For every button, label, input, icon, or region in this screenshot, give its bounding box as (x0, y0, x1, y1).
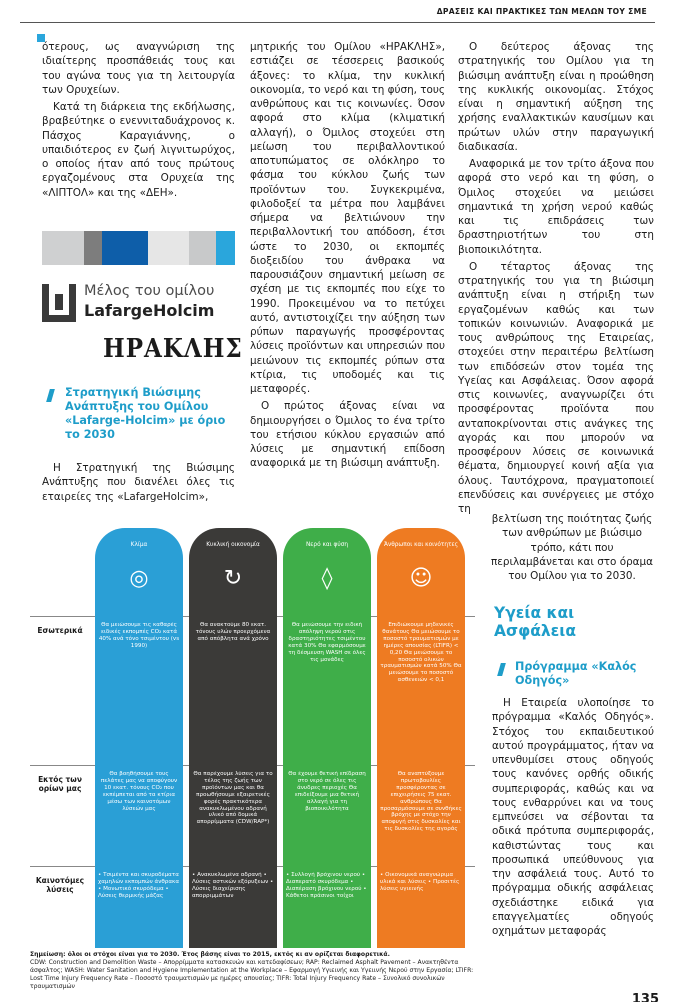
paragraph: Ο τέταρτος άξονας της στρατηγικής του για τη βιώσιμη ανάπτυξη είναι η στήριξη των εργαζομένων καθώς και των τοπικών κοινωνιών. Αναφορικά με τους ανθρώπους της Εταιρείας, στοχεύει στην περαιτέρω βελτίωση των επιδόσεών στον τομέα της Υγείας και Ασφάλειας. Όσον αφορά στις κοινωνίες, αναγνωρίζει ότι προσφέροντας προϊόντα που ανταποκρίνονται στις ανάγκες της αγοράς και που μπορούν να προσφέρουν λύσεις σε κοινωνικά θέματα, δημιουργεί κοινή αξία για όλους. Ταυτόχρονα, πραγματοποιεί επενδύσεις και συνέργειες με στόχο τη (458, 260, 654, 515)
logo-brand-name: LafargeHolcim (84, 301, 215, 320)
column-2-text (250, 40, 445, 471)
footnote-line: Σημείωση: όλοι οι στόχοι είναι για το 2030. Έτος βάσης είναι το 2015, εκτός κι αν ορίζεται διαφορετικά. (30, 951, 390, 958)
paragraph: Ο δεύτερος άξονας της στρατηγικής του Ομίλου για τη βιώσιμη ανάπτυξη είναι η προώθηση της κυκλικής οικονομίας. Στόχος είναι η σημαντική αύξηση της χρήσης εναλλακτικών καυσίμων και πρώτων υλών στην παραγωγική διαδικασία. (458, 41, 654, 153)
logo-tagline: Μέλος του ομίλου (84, 283, 215, 299)
paragraph: ότερους, ως αναγνώριση της ιδιαίτερης προσπάθειάς τους και του αγώνα τους για τη λειτουργία των Ορυχείων. (42, 41, 235, 96)
pillar-cell: Θα ανακτούμε 80 εκατ. τόνους υλών προερχόμενα από απόβλητα ανά χρόνο (195, 622, 271, 642)
pillar-water-nature (283, 528, 371, 948)
pillar-title: Άνθρωποι και κοινότητες (383, 542, 459, 548)
subsection-title: Πρόγραμμα «Καλός Οδηγός» (515, 660, 637, 687)
column-1-text (42, 40, 235, 200)
lafargeholcim-logo-icon (42, 284, 76, 322)
pillar-cell: Θα έχουμε θετική επίδραση στο νερό σε όλες τις άνυδρες περιοχές Θα επιδείξουμε μια θετική αλλαγή για τη βιοποικιλότητα (288, 771, 366, 812)
color-bar-strip (42, 231, 235, 265)
people-icon: ☺ (409, 566, 433, 591)
company-wordmark: ΗΡΑΚΛΗΣ (103, 333, 243, 364)
row-header: Καινοτόμες λύσεις (35, 876, 85, 894)
column-1-section-text (42, 461, 235, 504)
paragraph: μητρικής του Ομίλου «ΗΡΑΚΛΗΣ», εστιάζει σε τέσσερεις βασικούς άξονες: το κλίμα, την κυκλική οικονομία, το νερό και τη φύση, τους ανθρώπους και τις κοινωνίες. Όσον αφορά στο κλίμα (κλιματική αλλαγή), ο Όμιλος στοχεύει στη μείωση του περιβαλλοντικού αποτυπώματος σε ολόκληρο το φάσμα του κύκλου ζωής των προϊόντων του. Συγκεκριμένα, φιλοδοξεί τα μέτρα που λαμβάνει σήμερα να βελτιώνουν την περιβαλλοντική του απόδοση, έτσι ώστε το 2030, οι εκπομπές διοξειδίου του άνθρακα να παρουσιάζουν σημαντική μείωση σε σχέση με τις εκπομπές που είχε το 1990. Προκειμένου να το πετύχει αυτό, αντιστοιχίζει την αύξηση των ρύπων παραγωγής προσφέροντας λύσεις προϊόντων και υπηρεσιών που μειώνουν τις εκπομπές ρύπων στα κτίρια, τις υποδομές και τις μεταφορές. (250, 41, 445, 395)
column-3-text (458, 40, 654, 516)
pillar-cell: Θα παρέχουμε λύσεις για το τέλος της ζωής των προϊόντων μας και θα προωθήσουμε εξαιρετικές φορές πρακτικότερα ανακυκλωμένου αδρανή υλικό από δομικά απορρίμματα (CDW/RAP*) (193, 771, 273, 826)
footnote-line: CDW: Construction and Demolition Waste – Απορρίμματα κατασκευών και κατεδαφίσεων; RAP: Reclaimed Asphalt Pavement – Ανακτηθέντα άσφαλτος; WASH: Water Sanitation and Hygiene Implementation at the Workplace – Εφαρμογή Υγιεινής και Υγειινής Νερού στην Εργασία; LTIFR: Lost Time Injury Frequency Rate – Ποσοστό τραυματισμών με ημέρες απουσίας; TIFR: Total Injury Frequency Rate – Συνολικό συνολικών τραυματισμών (30, 959, 474, 990)
pillar-cell: Θα βοηθήσουμε τους πελάτες μας να αποφύγουν 10 εκατ. τόνους CO₂ που εκπέμπεται από τα κτίρια μέσω των καινοτόμων λύσεών μας (100, 771, 178, 812)
pillar-cell: • Οικονομικά αναγνώριμα υλικά και λύσεις • Προσιτές λύσεις υγιεινής (380, 872, 460, 892)
pillar-cell: Επιδιώκουμε μηδενικές θανάτους Θα μειώσουμε το ποσοστό τραυματισμών με ημέρες απουσίας (LTIFR) < 0,20 Θα μειώσουμε το ποσοστό ολικών τραυματισμών κατά 50% Θα μειώσουμε το ποσοστό ασθενειών < 0,1 (380, 622, 462, 684)
pillar-circular-economy (189, 528, 277, 948)
water-drop-icon: ◊ (321, 566, 333, 591)
pillar-people-communities (377, 528, 465, 948)
paragraph: Αναφορικά με τον τρίτο άξονα που αφορά στο νερό και τη φύση, ο Όμιλος στοχεύει να μειώσει σημαντικά τη χρήση νερού καθώς και τις επιδράσεις των δραστηριοτήτων του στη βιοποικιλότητα. (458, 158, 654, 256)
pillar-cell: • Συλλογή βρόχινου νερού • Διαπερατό σκυρόδεμα • Διαπέραση βρόχινου νερού • Κάθετοι πράσινοι τοίχοι (286, 872, 367, 899)
pillar-climate (95, 528, 183, 948)
pillar-cell: Θα μειώσουμε την ειδική απόληψη νερού στις δραστηριότητες τσιμέντου κατά 30% Θα εφαρμόσουμε τη δέσμευση WASH σε όλες τις μονάδες (288, 622, 366, 663)
paragraph: Ο πρώτος άξονας είναι να δημιουργήσει ο Όμιλος το ένα τρίτο του ετήσιου κύκλου εργασιών από λύσεις με σημαντική επίδοση αναφορικά με τη βιώσιμη ανάπτυξη. (250, 400, 445, 470)
section-marker-icon (46, 389, 55, 402)
page-number: 135 (631, 992, 659, 1002)
section-title-health-safety: Υγεία και Ασφάλεια (494, 604, 576, 640)
globe-icon: ◎ (129, 566, 149, 591)
figure-footnote (30, 951, 485, 991)
section-title: Στρατηγική Βιώσιμης Ανάπτυξης του Ομίλου «Lafarge-Holcim» με όριο το 2030 (65, 386, 226, 441)
pillar-cell: Θα μειώσουμε τις καθαρές ειδικές εκπομπές CO₂ κατά 40% ανά τόνο τσιμέντου (vs 1990) (98, 622, 180, 649)
pillar-cell: • Ανακυκλωμένα αδρανή • Λύσεις αστικών εξόρυξεων • Λύσεις διαχείρισης απορριμμάτων (192, 872, 274, 899)
strategy-infographic (30, 528, 475, 948)
subsection-marker-icon (497, 663, 506, 676)
pillar-title: Νερό και φύση (305, 542, 349, 548)
header-rule (20, 22, 655, 23)
column-3-subsection-text (492, 696, 654, 938)
row-header: Εσωτερικά (37, 626, 83, 635)
paragraph: Η Εταιρεία υλοποίησε το πρόγραμμα «Καλός Οδηγός». Στόχος του εκπαιδευτικού αυτού προγράμματος, ήταν να υπενθυμίσει στους οδηγούς τους κανόνες ορθής οδικής συμπεριφοράς, καθώς και να τους ενθαρρύνει και να τους εμπνεύσει να σέβονται τα οδικά πρότυπα συμπεριφοράς, καθιστώντας τους και προσωπικά υπεύθυνους για την ασφάλειά τους. Αυτό το πρόγραμμα οδικής ασφάλειας σχεδιάστηκε ειδικά για επαγγελματίες οδηγούς οχημάτων μεταφοράς (492, 697, 654, 937)
paragraph: Η Στρατηγική της Βιώσιμης Ανάπτυξης που διανέλει όλες τις εταιρείες της «LafargeHolcim», (42, 462, 235, 503)
column-3-continuation: βελτίωση της ποιότητας ζωής των ανθρώπων με βιώσιμο τρόπο, κάτι που περιλαμβάνεται και στο όραμα του Ομίλου για το 2030. (491, 513, 653, 582)
paragraph: Κατά τη διάρκεια της εκδήλωσης, βραβεύτηκε ο ενεννιταδυάχρονος κ. Πάσχος Καραγιάννης, ο υπαιδιότερος εν ζωή λιγνιτωρύχος, ο οποίος ήταν από τους πρώτους εργαζομένους στα Ορυχεία της «ΛΙΠΤΟΛ» και της «ΔΕΗ». (42, 101, 235, 199)
row-header: Εκτός των ορίων μας (38, 775, 82, 793)
pillar-title: Κλίμα (130, 542, 148, 548)
running-header: ΔΡΑΣΕΙΣ ΚΑΙ ΠΡΑΚΤΙΚΕΣ ΤΩΝ ΜΕΛΩΝ ΤΟΥ ΣΜΕ (436, 7, 647, 16)
recycle-icon: ↻ (223, 566, 243, 591)
pillar-cell: Θα αναπτύξουμε πρωτοβουλίες προσφέροντας σε επιχειρήσεις 75 εκατ. ανθρώπους Θα προσαρμόσουμε σε συνθήκες βρόχης με στόχο την αποφυγή στις δυσκολίες και τις δυσκολίες της αγοράς (380, 771, 462, 833)
pillar-title: Κυκλική οικονομία (206, 542, 260, 548)
pillar-cell: • Τσιμέντα και σκυροδέματα χαμηλών εκπομπών άνθρακα • Μονωτικό σκυρόδεμα • Λύσεις θερμικής μάζας (98, 872, 180, 899)
